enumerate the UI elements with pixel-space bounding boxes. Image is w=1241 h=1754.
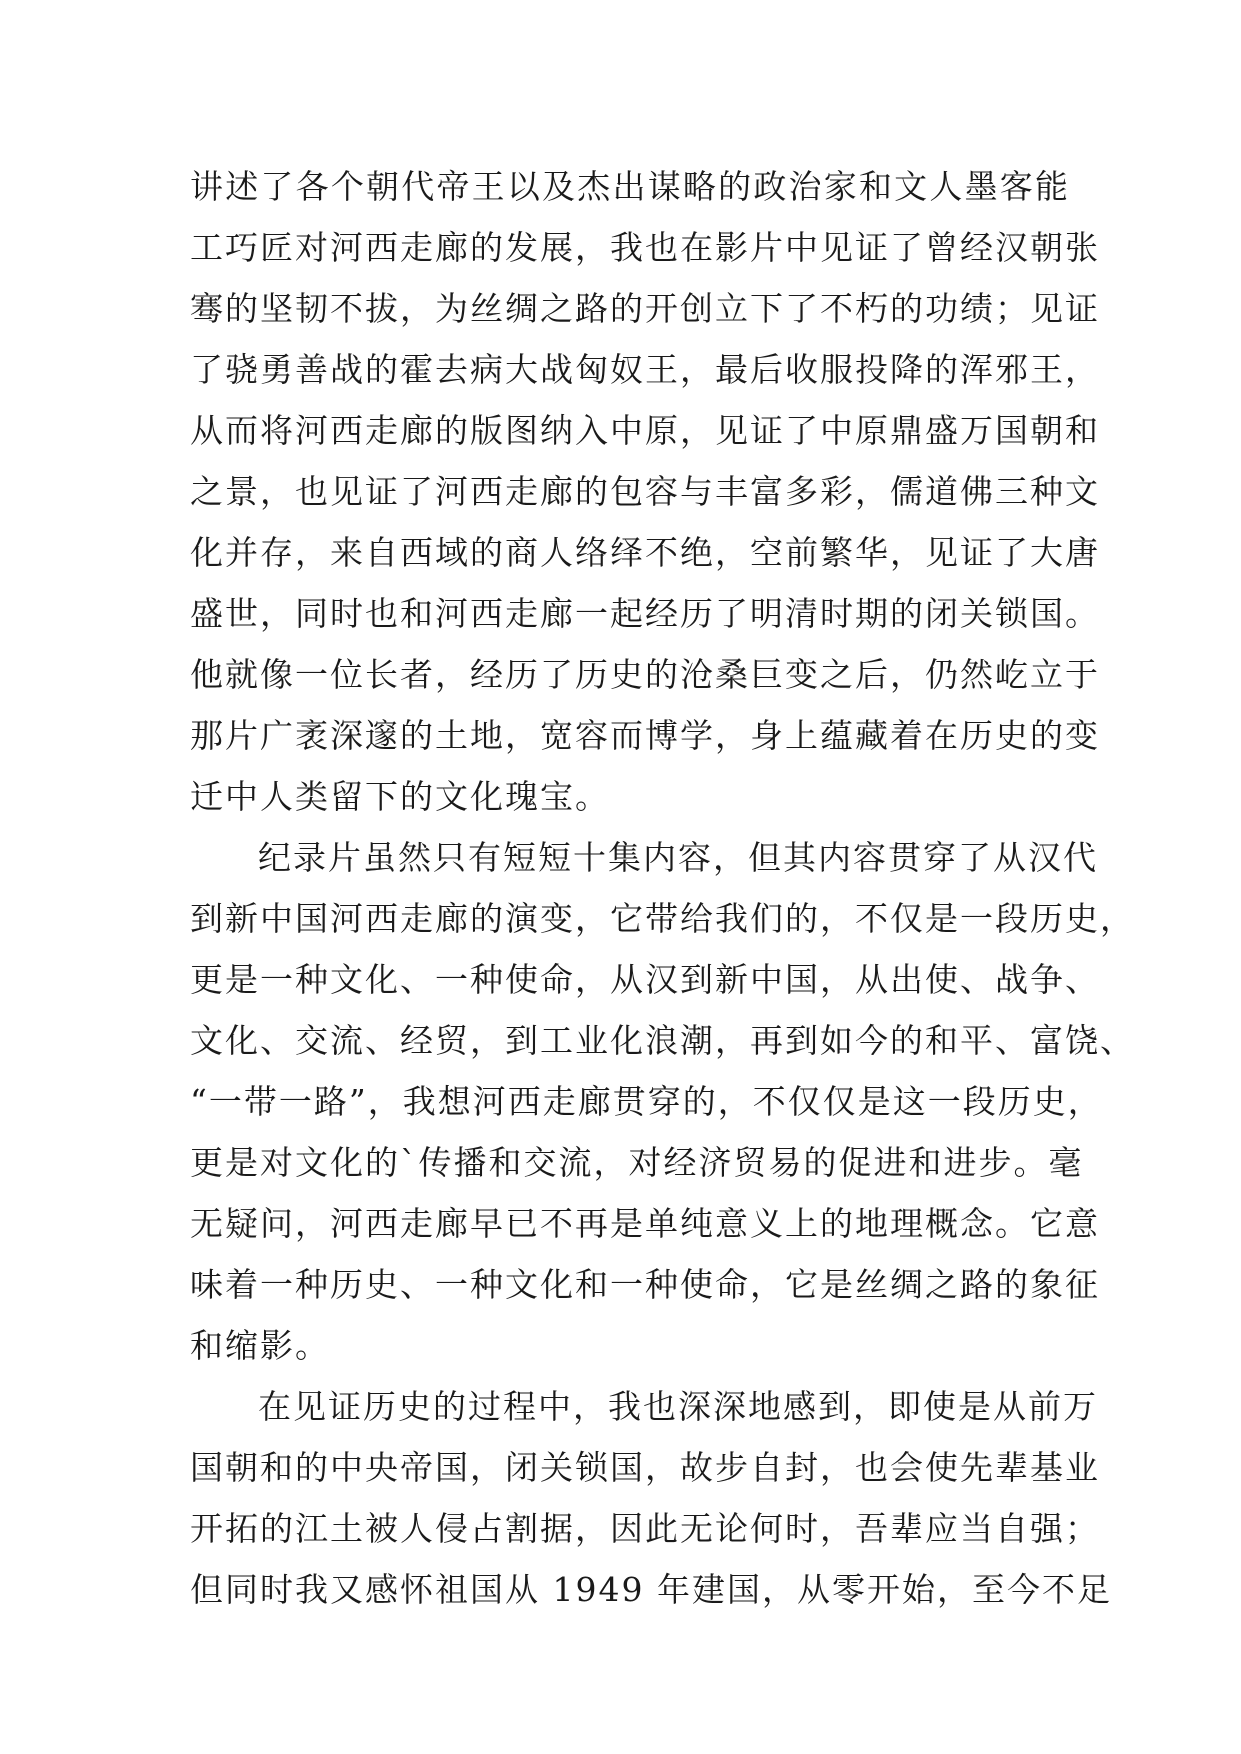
- text-line: 开拓的江土被人侵占割据，因此无论何时，吾辈应当自强；: [190, 1509, 1100, 1548]
- text-line: 更是一种文化、一种使命，从汉到新中国，从出使、战争、: [190, 960, 1100, 999]
- text-line: 之景，也见证了河西走廊的包容与丰富多彩，儒道佛三种文: [190, 472, 1100, 511]
- text-line: 迁中人类留下的文化瑰宝。: [190, 777, 610, 816]
- text-line: 文化、交流、经贸，到工业化浪潮，再到如今的和平、富饶、: [190, 1021, 1135, 1060]
- text-line: “一带一路”，我想河西走廊贯穿的，不仅仅是这一段历史，: [190, 1082, 1103, 1121]
- text-line: 从而将河西走廊的版图纳入中原，见证了中原鼎盛万国朝和: [190, 411, 1100, 450]
- text-line: 讲述了各个朝代帝王以及杰出谋略的政治家和文人墨客能: [190, 167, 1070, 206]
- text-line: 工巧匠对河西走廊的发展，我也在影片中见证了曾经汉朝张: [190, 228, 1100, 267]
- text-line: 他就像一位长者，经历了历史的沧桑巨变之后，仍然屹立于: [190, 655, 1100, 694]
- text-line: 了骁勇善战的霍去病大战匈奴王，最后收服投降的浑邪王，: [190, 350, 1100, 389]
- text-line: 纪录片虽然只有短短十集内容，但其内容贯穿了从汉代: [258, 838, 1098, 877]
- text-line: 骞的坚韧不拔，为丝绸之路的开创立下了不朽的功绩；见证: [190, 289, 1100, 328]
- text-line: 盛世，同时也和河西走廊一起经历了明清时期的闭关锁国。: [190, 594, 1100, 633]
- text-line: 无疑问，河西走廊早已不再是单纯意义上的地理概念。它意: [190, 1204, 1100, 1243]
- text-line: 国朝和的中央帝国，闭关锁国，故步自封，也会使先辈基业: [190, 1448, 1100, 1487]
- text-line: 那片广袤深邃的土地，宽容而博学，身上蕴藏着在历史的变: [190, 716, 1100, 755]
- text-line: 化并存，来自西域的商人络绎不绝，空前繁华，见证了大唐: [190, 533, 1100, 572]
- text-line: 更是对文化的`传播和交流，对经济贸易的促进和进步。毫: [190, 1143, 1084, 1182]
- text-line: 味着一种历史、一种文化和一种使命，它是丝绸之路的象征: [190, 1265, 1100, 1304]
- document-body: [190, 156, 1135, 1620]
- text-line: 但同时我又感怀祖国从 1949 年建国，从零开始，至今不足: [190, 1570, 1112, 1609]
- text-line: 在见证历史的过程中，我也深深地感到，即使是从前万: [258, 1387, 1098, 1426]
- text-line: 到新中国河西走廊的演变，它带给我们的，不仅是一段历史，: [190, 899, 1135, 938]
- text-line: 和缩影。: [190, 1326, 330, 1365]
